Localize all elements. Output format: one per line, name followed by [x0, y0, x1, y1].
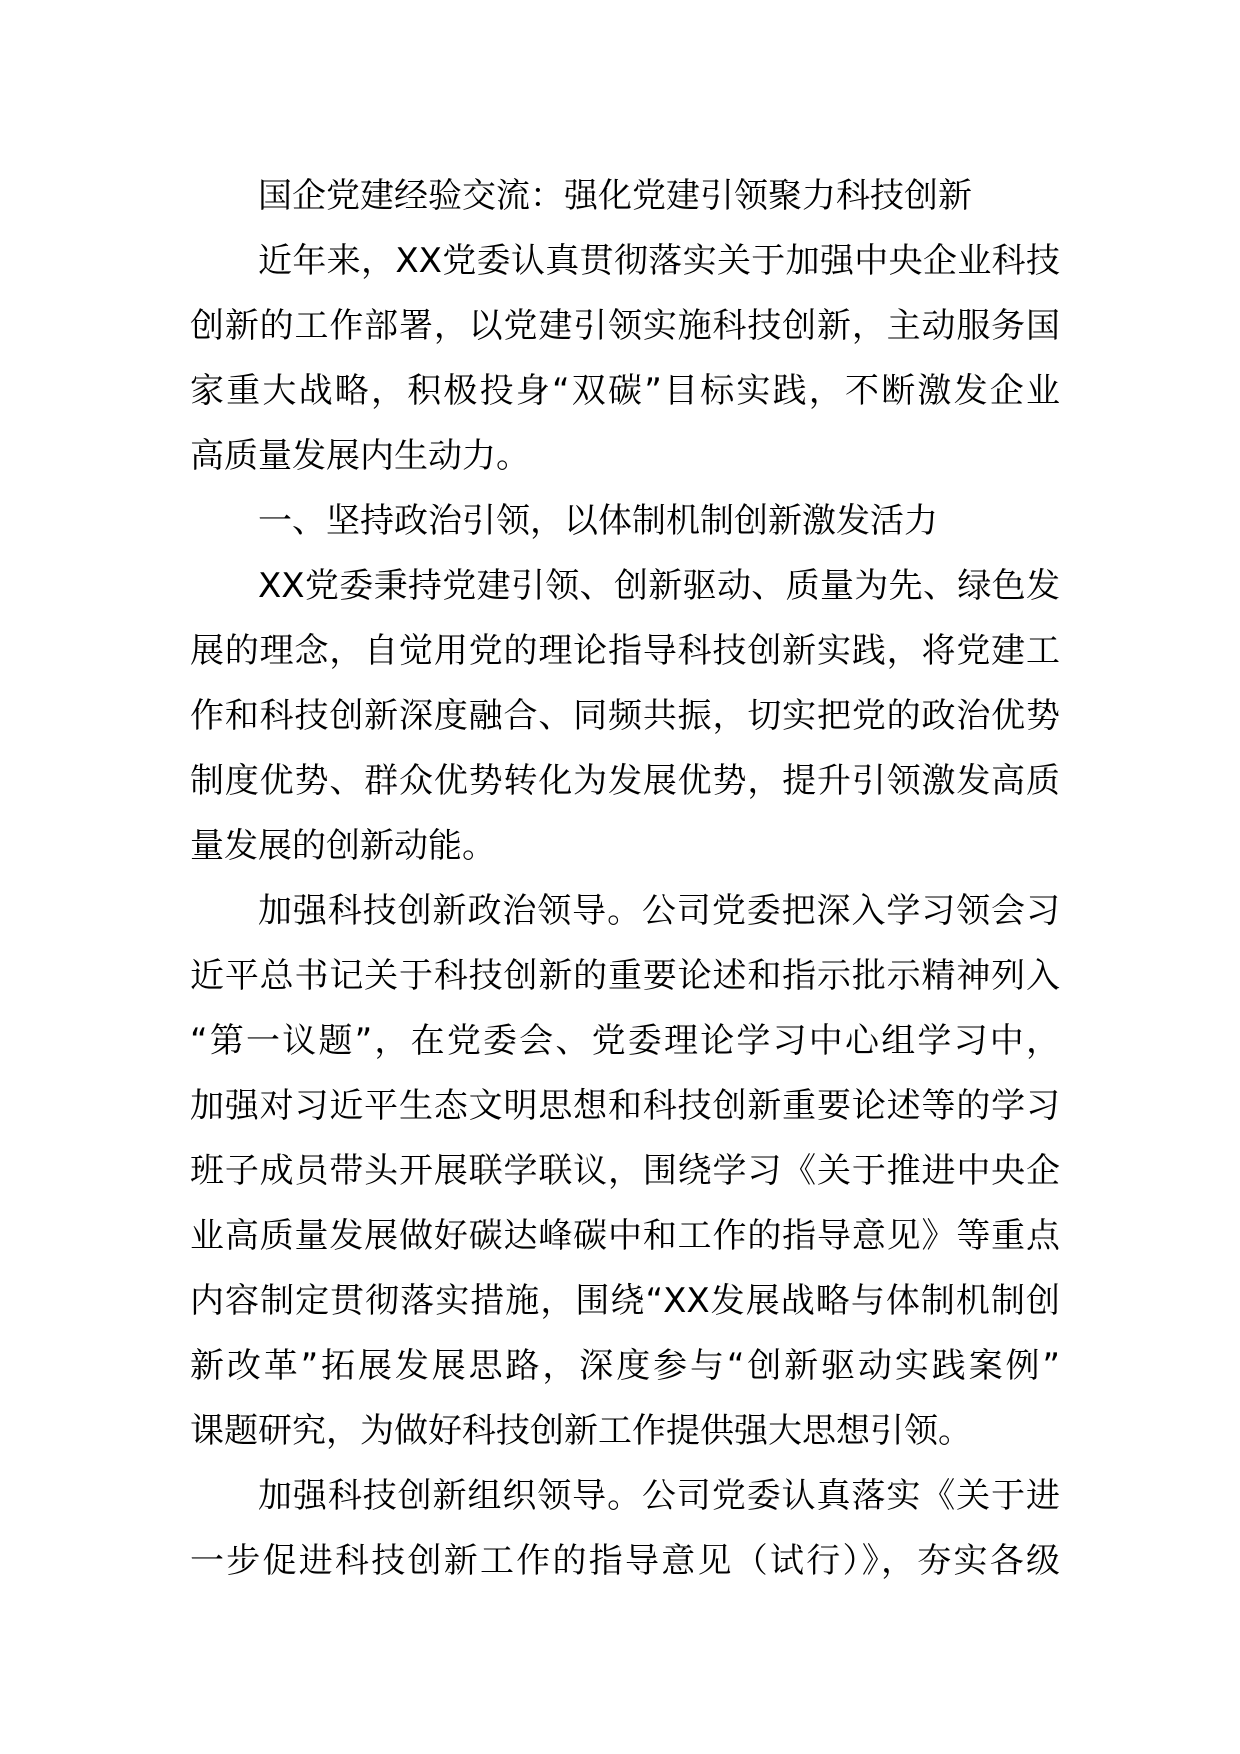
paragraph-1-line-2: 创新的工作部署，以党建引领实施科技创新，主动服务国 [190, 306, 1060, 346]
paragraph-3-line-7: 内容制定贯彻落实措施，围绕“XX发展战略与体制机制创 [190, 1281, 1060, 1321]
paragraph-2-line-5: 量发展的创新动能。 [190, 826, 496, 866]
section-heading-1: 一、坚持政治引领，以体制机制创新激发活力 [258, 501, 938, 541]
paragraph-3-line-2: 近平总书记关于科技创新的重要论述和指示批示精神列入 [190, 956, 1060, 996]
paragraph-3-line-4: 加强对习近平生态文明思想和科技创新重要论述等的学习 [190, 1086, 1060, 1126]
paragraph-3-line-3: “第一议题”，在党委会、党委理论学习中心组学习中， [190, 1021, 1060, 1061]
paragraph-3-line-6: 业高质量发展做好碳达峰碳中和工作的指导意见》等重点 [190, 1216, 1060, 1256]
paragraph-3-line-8: 新改革”拓展发展思路，深度参与“创新驱动实践案例” [190, 1346, 1060, 1386]
paragraph-1-line-3: 家重大战略，积极投身“双碳”目标实践，不断激发企业 [190, 371, 1060, 411]
paragraph-3-line-9: 课题研究，为做好科技创新工作提供强大思想引领。 [190, 1411, 972, 1451]
document-title: 国企党建经验交流：强化党建引领聚力科技创新 [258, 176, 972, 216]
paragraph-1-line-4: 高质量发展内生动力。 [190, 436, 530, 476]
paragraph-2-line-1: XX党委秉持党建引领、创新驱动、质量为先、绿色发 [258, 566, 1060, 606]
paragraph-1-line-1: 近年来，XX党委认真贯彻落实关于加强中央企业科技 [258, 241, 1060, 281]
paragraph-3-line-5: 班子成员带头开展联学联议，围绕学习《关于推进中央企 [190, 1151, 1060, 1191]
paragraph-2-line-4: 制度优势、群众优势转化为发展优势，提升引领激发高质 [190, 761, 1060, 801]
paragraph-4-line-2: 一步促进科技创新工作的指导意见（试行）》，夯实各级 [190, 1541, 1060, 1581]
document-body [190, 164, 1060, 1594]
paragraph-4-line-1: 加强科技创新组织领导。公司党委认真落实《关于进 [258, 1476, 1060, 1516]
paragraph-3-line-1: 加强科技创新政治领导。公司党委把深入学习领会习 [258, 891, 1060, 931]
paragraph-2-line-3: 作和科技创新深度融合、同频共振，切实把党的政治优势 [190, 696, 1060, 736]
paragraph-2-line-2: 展的理念，自觉用党的理论指导科技创新实践，将党建工 [190, 631, 1060, 671]
